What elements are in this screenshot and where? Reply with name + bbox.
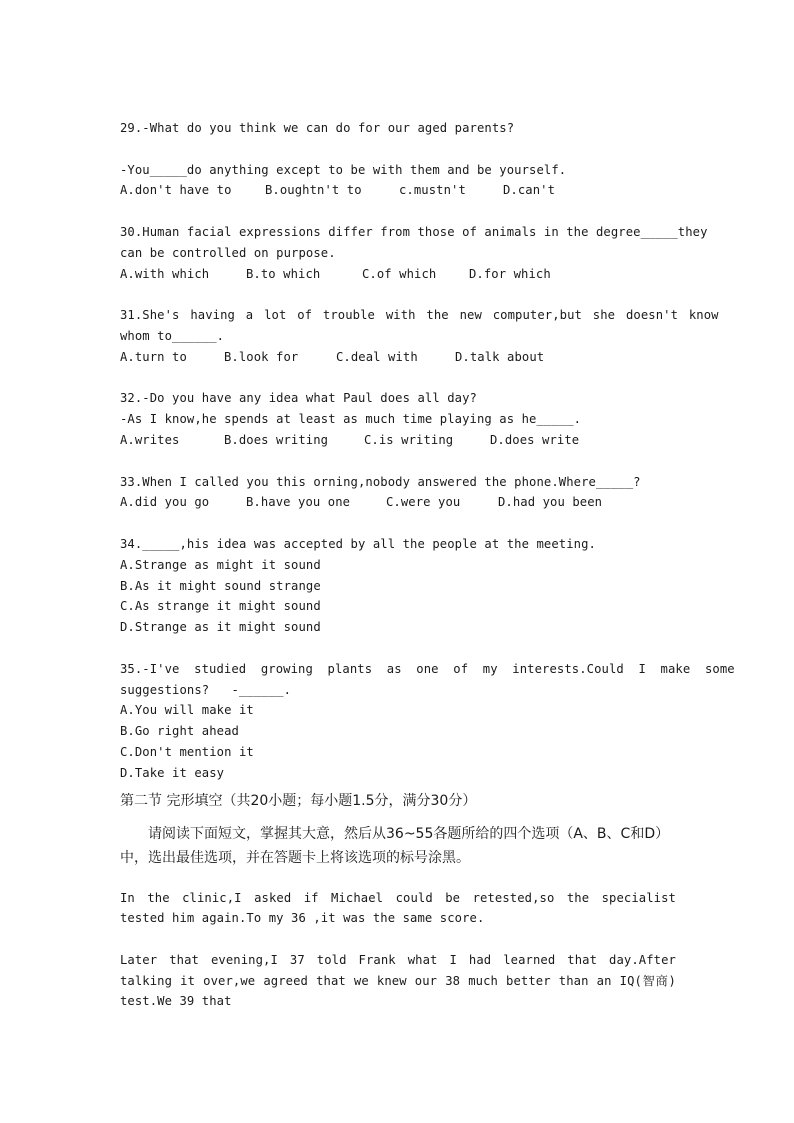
- option-b: B.oughtn't to: [265, 183, 362, 198]
- question-30-line-1: 30.Human facial expressions differ from those of animals in the degree_____they: [120, 224, 708, 239]
- option-b: B.As it might sound strange: [120, 578, 321, 593]
- question-29-options: [120, 180, 676, 201]
- option-d: D.talk about: [455, 349, 545, 364]
- option-c: C.is writing: [364, 432, 454, 447]
- question-29-line-1: 29.-What do you think we can do for our aged parents?: [120, 121, 515, 135]
- option-a: A.don't have to: [120, 183, 232, 198]
- option-a: A.turn to: [120, 349, 187, 364]
- question-30-options: [120, 264, 676, 285]
- section-instruction: 请阅读下面短文，掌握其大意，然后从36~55各题所给的四个选项（A、B、C和D）中，选出最佳选项，并在答题卡上将该选项的标号涂黑。: [120, 825, 670, 866]
- question-31-line-2: whom to______.: [120, 328, 225, 343]
- passage-paragraph-1: In the clinic,I asked if Michael could be retested,so the specialist tested him again.To my 36 ,it was the same score.: [120, 890, 684, 926]
- question-34: [120, 534, 676, 638]
- question-30: [120, 222, 708, 284]
- question-34-line-1: 34._____,his idea was accepted by all the people at the meeting.: [120, 536, 596, 551]
- question-29: [120, 118, 676, 201]
- option-b: B.does writing: [224, 432, 329, 447]
- option-a: A.You will make it: [120, 703, 254, 718]
- option-a: A.writes: [120, 432, 180, 447]
- option-d: D.Strange as it might sound: [120, 620, 321, 635]
- option-d: D.can't: [503, 183, 556, 198]
- option-d: D.for which: [469, 266, 551, 281]
- option-b: B.Go right ahead: [120, 724, 239, 739]
- question-31: [120, 305, 719, 367]
- option-c: C.deal with: [336, 349, 418, 364]
- option-c: C.were you: [386, 495, 461, 510]
- option-c: C.of which: [362, 266, 437, 281]
- document-page: [120, 118, 735, 1012]
- question-35-line-2: suggestions? -______.: [120, 682, 292, 697]
- question-32-options: [120, 430, 676, 451]
- option-b: B.look for: [224, 349, 299, 364]
- question-32-line-1: 32.-Do you have any idea what Paul does all day?: [120, 391, 477, 406]
- question-33-line-1: 33.When I called you this orning,nobody answered the phone.Where_____?: [120, 474, 641, 489]
- option-d: D.does write: [490, 432, 580, 447]
- question-31-options: [120, 347, 676, 368]
- question-29-line-2: -You_____do anything except to be with them and be yourself.: [120, 162, 567, 177]
- question-35: [120, 659, 735, 784]
- option-c: C.Don't mention it: [120, 744, 254, 759]
- question-35-line-1: 35.-I've studied growing plants as one of my interests.Could I make some: [120, 661, 735, 676]
- option-a: A.Strange as might it sound: [120, 557, 321, 572]
- option-c: C.As strange it might sound: [120, 599, 321, 614]
- option-a: A.did you go: [120, 495, 210, 510]
- option-d: D.had you been: [498, 495, 603, 510]
- option-d: D.Take it easy: [120, 765, 225, 780]
- question-30-line-2: can be controlled on purpose.: [120, 245, 336, 260]
- section-title: 第二节 完形填空（共20小题；每小题1.5分，满分30分）: [120, 792, 477, 809]
- option-a: A.with which: [120, 266, 210, 281]
- passage-paragraph-2: Later that evening,I 37 told Frank what I had learned that day.After talking it over,we agreed that we knew our 38 much better than an IQ(智商) test.We 39 that: [120, 952, 684, 1009]
- question-32: [120, 388, 676, 450]
- question-33: [120, 472, 676, 514]
- option-b: B.to which: [246, 266, 321, 281]
- option-b: B.have you one: [246, 495, 351, 510]
- question-31-line-1: 31.She's having a lot of trouble with the new computer,but she doesn't know: [120, 308, 719, 323]
- option-c: c.mustn't: [399, 183, 466, 198]
- question-32-line-2: -As I know,he spends at least as much time playing as he_____.: [120, 412, 582, 427]
- question-33-options: [120, 492, 676, 513]
